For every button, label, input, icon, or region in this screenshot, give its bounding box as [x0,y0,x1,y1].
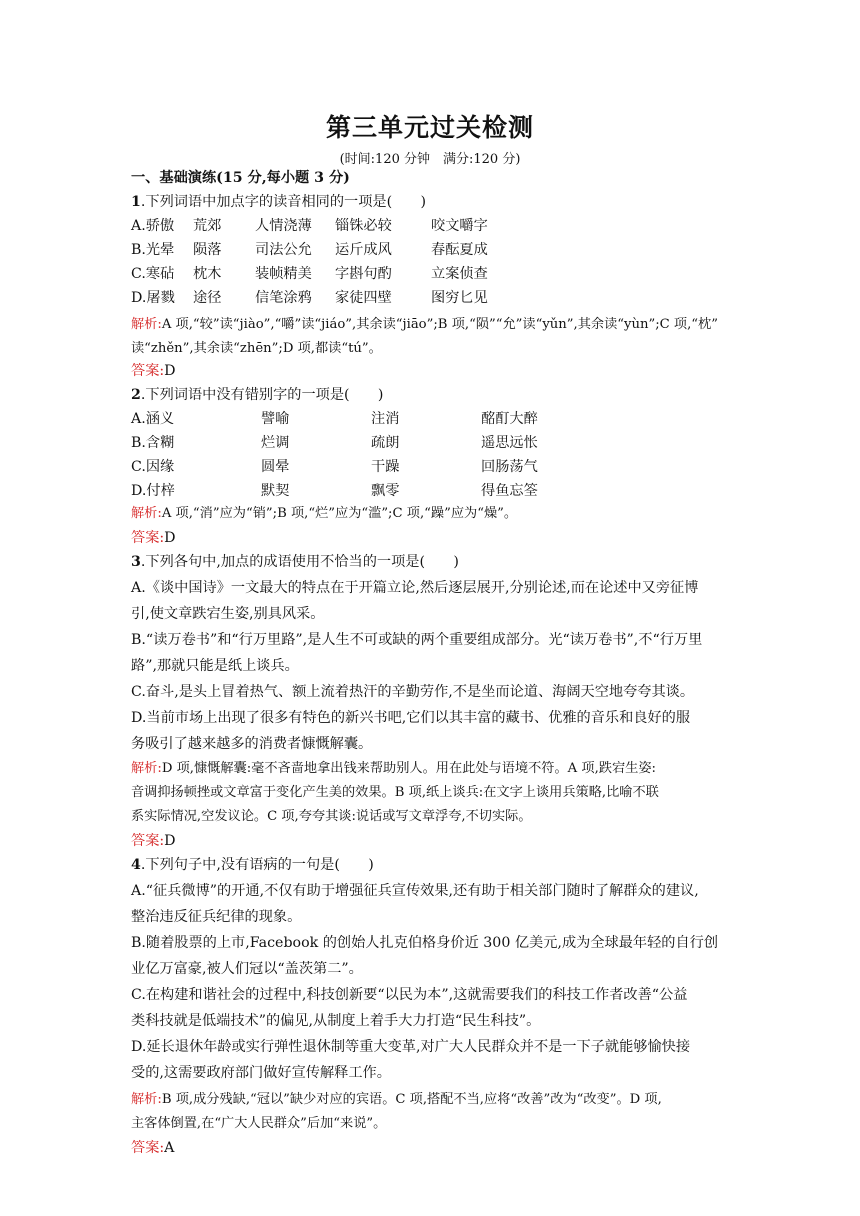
section-heading: 一、基础演练(15 分,每小题 3 分) [131,170,350,186]
option-cell: 锱铢必较 [335,218,392,234]
option-text: A.《谈中国诗》一文最大的特点在于开篇立论,然后逐层展开,分别论述,而在论述中又旁征博 [131,580,699,596]
question-3-stem [131,550,741,574]
question-2-stem [131,383,741,407]
option-cell: B.光晕 [131,242,175,258]
analysis-text: 主客体倒置,在“广大人民群众”后加“来说”。 [131,1116,387,1131]
option-text: 务吸引了越来越多的消费者慷慨解囊。 [131,736,373,752]
option-row [131,214,741,238]
option-text: 受的,这需要政府部门做好宣传解释工作。 [131,1065,391,1081]
answer-value: A [164,1140,175,1156]
option-cell: 咬文嚼字 [431,218,488,234]
analysis [131,313,741,337]
option-cell: 途径 [193,290,222,306]
option-cell: 圆晕 [261,459,290,475]
option-cell: C.寒砧 [131,266,175,282]
answer-label: 答案: [131,833,165,849]
analysis [131,757,741,781]
option-cell: 陨落 [193,242,222,258]
option-cell: 荒郊 [193,218,222,234]
question-4-stem [131,853,741,877]
option-cell: 烂调 [261,435,290,451]
option-text: 整治违反征兵纪律的现象。 [131,909,302,925]
question-text: .下列词语中没有错别字的一项是( ) [140,387,384,403]
option-text: C.奋斗,是头上冒着热气、额上流着热汗的辛勤劳作,不是坐而论道、海阔天空地夸夸其谈。 [131,684,695,700]
option-row [131,238,741,262]
option-cell: 飘零 [371,483,400,499]
option-text: C.在构建和谐社会的过程中,科技创新要“以民为本”,这就需要我们的科技工作者改善“公益 [131,987,688,1003]
option-cell: A.骄傲 [131,218,175,234]
analysis-text: B 项,成分残缺,“冠以”缺少对应的宾语。C 项,搭配不当,应将“改善”改为“改变”。D 项, [161,1092,662,1107]
option-row [131,262,741,286]
option-text: 路”,那就只能是纸上谈兵。 [131,658,299,674]
option-cell: 信笔涂鸦 [255,290,312,306]
question-number: 3 [131,554,141,570]
option-cell: 回肠荡气 [481,459,538,475]
option-row [131,455,741,479]
option-cell: 司法公允 [255,242,312,258]
option-text: D.当前市场上出现了很多有特色的新兴书吧,它们以其丰富的藏书、优雅的音乐和良好的服 [131,710,691,726]
answer [131,829,741,853]
answer-value: D [164,530,176,546]
question-number: 4 [131,857,141,873]
option-cell: C.因缘 [131,459,175,475]
option-cell: 得鱼忘筌 [481,483,538,499]
answer-label: 答案: [131,1140,165,1156]
option-cell: 譬喻 [261,411,290,427]
option-text: 类科技就是低端技术”的偏见,从制度上着手大力打造“民生科技”。 [131,1013,541,1029]
question-text: .下列词语中加点字的读音相同的一项是( ) [140,194,427,210]
page-title: 第三单元过关检测 [325,113,534,142]
option-text: B.“读万卷书”和“行万里路”,是人生不可或缺的两个重要组成部分。光“读万卷书”,不“行万里 [131,632,703,648]
option-row [131,431,741,455]
analysis-text: 音调抑扬顿挫或文章富于变化产生美的效果。B 项,纸上谈兵:在文字上谈用兵策略,比喻不联 [131,785,659,800]
option-cell: A.涵义 [131,411,175,427]
option-cell: 运斤成风 [335,242,392,258]
analysis-label: 解析: [131,506,162,521]
option-cell: 酩酊大醉 [481,411,538,427]
option-row [131,407,741,431]
option-cell: 春酝夏成 [431,242,488,258]
option-row [131,479,741,503]
answer-value: D [164,833,176,849]
analysis [131,1088,741,1112]
question-number: 1 [131,194,141,210]
question-number: 2 [131,387,141,403]
exam-info: (时间:120 分钟 满分:120 分) [339,152,521,167]
answer [131,359,741,383]
option-cell: 疏朗 [371,435,400,451]
analysis-text: D 项,慷慨解囊:毫不吝啬地拿出钱来帮助别人。用在此处与语境不符。A 项,跌宕生姿: [161,761,656,776]
option-cell: 装帧精美 [255,266,312,282]
answer-label: 答案: [131,530,165,546]
option-text: B.随着股票的上市,Facebook 的创始人扎克伯格身价近 300 亿美元,成为全球最年轻的自行创 [131,935,719,951]
question-1-stem [131,190,741,214]
analysis-label: 解析: [131,1092,162,1107]
option-cell: 人情浇薄 [255,218,312,234]
question-text: .下列各句中,加点的成语使用不恰当的一项是( ) [140,554,459,570]
option-cell: 干躁 [371,459,400,475]
answer [131,1136,741,1160]
option-cell: D.屠戮 [131,290,175,306]
option-text: 引,使文章跌宕生姿,别具风采。 [131,606,325,622]
analysis-label: 解析: [131,317,162,332]
option-cell: D.付梓 [131,483,175,499]
option-cell: 默契 [261,483,290,499]
option-cell: B.含糊 [131,435,175,451]
analysis-label: 解析: [131,761,162,776]
answer [131,526,741,550]
analysis-text: A 项,“较”读“jiào”,“嚼”读“jiáo”,其余读“jiāo”;B 项,“陨”“允”读“yǔn”,其余读“yùn”;C 项,“枕” [161,317,718,332]
analysis-text: A 项,“消”应为“销”;B 项,“烂”应为“滥”;C 项,“躁”应为“燥”。 [161,506,518,521]
option-cell: 家徒四壁 [335,290,392,306]
option-cell: 枕木 [193,266,222,282]
analysis [131,502,741,526]
option-cell: 遥思远怅 [481,435,538,451]
option-cell: 注消 [371,411,400,427]
option-text: A.“征兵微博”的开通,不仅有助于增强征兵宣传效果,还有助于相关部门随时了解群众的建议, [131,883,699,899]
analysis-text: 读“zhěn”,其余读“zhēn”;D 项,都读“tú”。 [131,341,382,356]
option-cell: 立案侦查 [431,266,488,282]
option-row [131,286,741,310]
option-text: D.延长退休年龄或实行弹性退休制等重大变革,对广大人民群众并不是一下子就能够愉快接 [131,1039,691,1055]
question-text: .下列句子中,没有语病的一句是( ) [140,857,374,873]
answer-label: 答案: [131,363,165,379]
option-cell: 图穷匕见 [431,290,488,306]
option-cell: 字斟句酌 [335,266,392,282]
option-text: 业亿万富豪,被人们冠以“盖茨第二”。 [131,961,363,977]
answer-value: D [164,363,176,379]
analysis-text: 系实际情况,空发议论。C 项,夸夸其谈:说话或写文章浮夸,不切实际。 [131,809,532,824]
